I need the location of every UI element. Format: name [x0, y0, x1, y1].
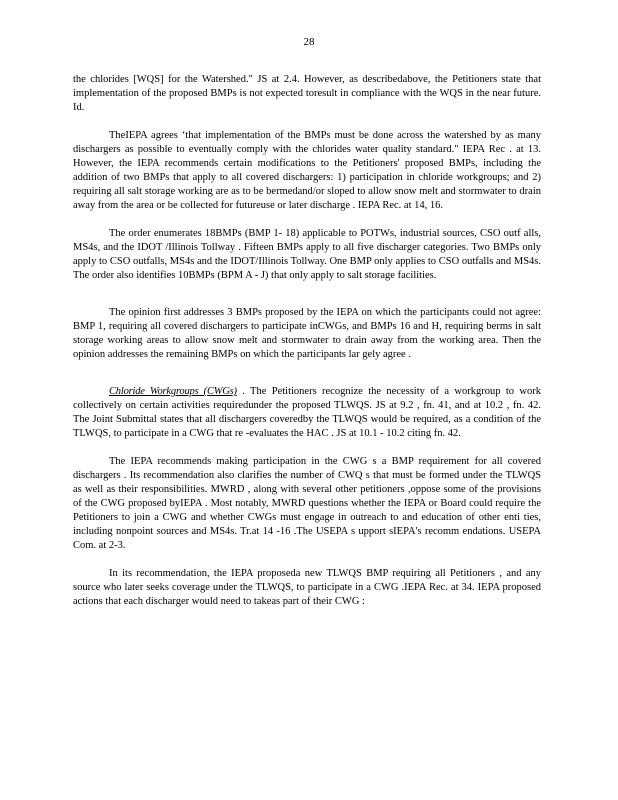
paragraph [73, 385, 541, 441]
paragraph-text: TheIEPA agrees ‘that implementation of the BMPs must be done across the watershed by as many dischargers as possible to eventually comply with the chlorides water quality standard." IEPA Rec . at 13. However, the IEPA recommends certain modifications to the Petitioners' proposed BMPs, including the addition of two BMPs that apply to all covered dischargers: 1) participation in chloride workgroups; and 2) requiring all salt storage working are as to be bermedand/or sloped to allow snow melt and stormwater to drain away from the area or be collected for futureuse or later discharge . IEPA Rec. at 14, 16. [73, 130, 541, 211]
document-body [73, 73, 541, 621]
paragraph-text: The opinion first addresses 3 BMPs proposed by the IEPA on which the participants could not agree: BMP 1, requiring all covered dischargers to participate inCWGs, and BMPs 16 and H, requiring berms in salt storage working areas to allow snow melt and stormwater to drain away from the working area. Then the opinion addresses the remaining BMPs on which the participants lar gely agree . [73, 307, 541, 360]
paragraph [73, 455, 541, 553]
paragraph-text: . The Petitioners recognize the necessity of a workgroup to work collectively on certain activities requiredunder the proposed TLWQS. JS at 9.2 , fn. 41, and at 10.2 , fn. 42. The Joint Submittal states that all dischargers coveredby the TLWQS would be required, as a condition of the TLWQS, to participate in a CWG that re -evaluates the HAC . JS at 10.1 - 10.2 citing fn. 42. [73, 386, 541, 439]
paragraph [73, 567, 541, 609]
section-heading: Chloride Workgroups (CWGs) [109, 386, 237, 397]
page-number: 28 [303, 36, 315, 48]
paragraph-text: the chlorides [WQS] for the Watershed." JS at 2.4. However, as describedabove, the Petitioners state that implementation of the proposed BMPs is not expected toresult in compliance with the WQS in the near future. Id. [73, 74, 541, 113]
paragraph-text: The IEPA recommends making participation in the CWG s a BMP requirement for all covered dischargers . Its recommendation also clarifies the number of CWQ s that must be formed under the TLWQS as well as their responsibilities. MWRD , along with several other petitioners ,oppose some of the provisions of the CWG proposed byIEPA . Most notably, MWRD questions whether the IEPA or Board could require the Petitioners to join a CWG and whether CWGs must engage in outreach to and education of other enti ties, including nonpoint sources and MS4s. Tr.at 14 -16 .The USEPA s upport sIEPA's recomm endations. USEPA Com. at 2-3. [73, 456, 541, 551]
paragraph [73, 306, 541, 362]
paragraph-text: The order enumerates 18BMPs (BMP 1- 18) applicable to POTWs, industrial sources, CSO outf alls, MS4s, and the IDOT /Illinois Tollway . Fifteen BMPs apply to all five discharger categories. Two BMPs only apply to CSO outfalls, MS4s and the IDOT/Illinois Tollway. One BMP only applies to CSO outfalls and MS4s. The order also identifies 10BMPs (BPM A - J) that only apply to salt storage facilities. [73, 228, 541, 281]
paragraph [73, 227, 541, 283]
paragraph [73, 129, 541, 213]
paragraph [73, 73, 541, 115]
paragraph-text: In its recommendation, the IEPA proposeda new TLWQS BMP requiring all Petitioners , and any source who later seeks coverage under the TLWQS, to participate in a CWG .IEPA Rec. at 34. IEPA proposed actions that each discharger would need to takeas part of their CWG : [73, 568, 541, 607]
